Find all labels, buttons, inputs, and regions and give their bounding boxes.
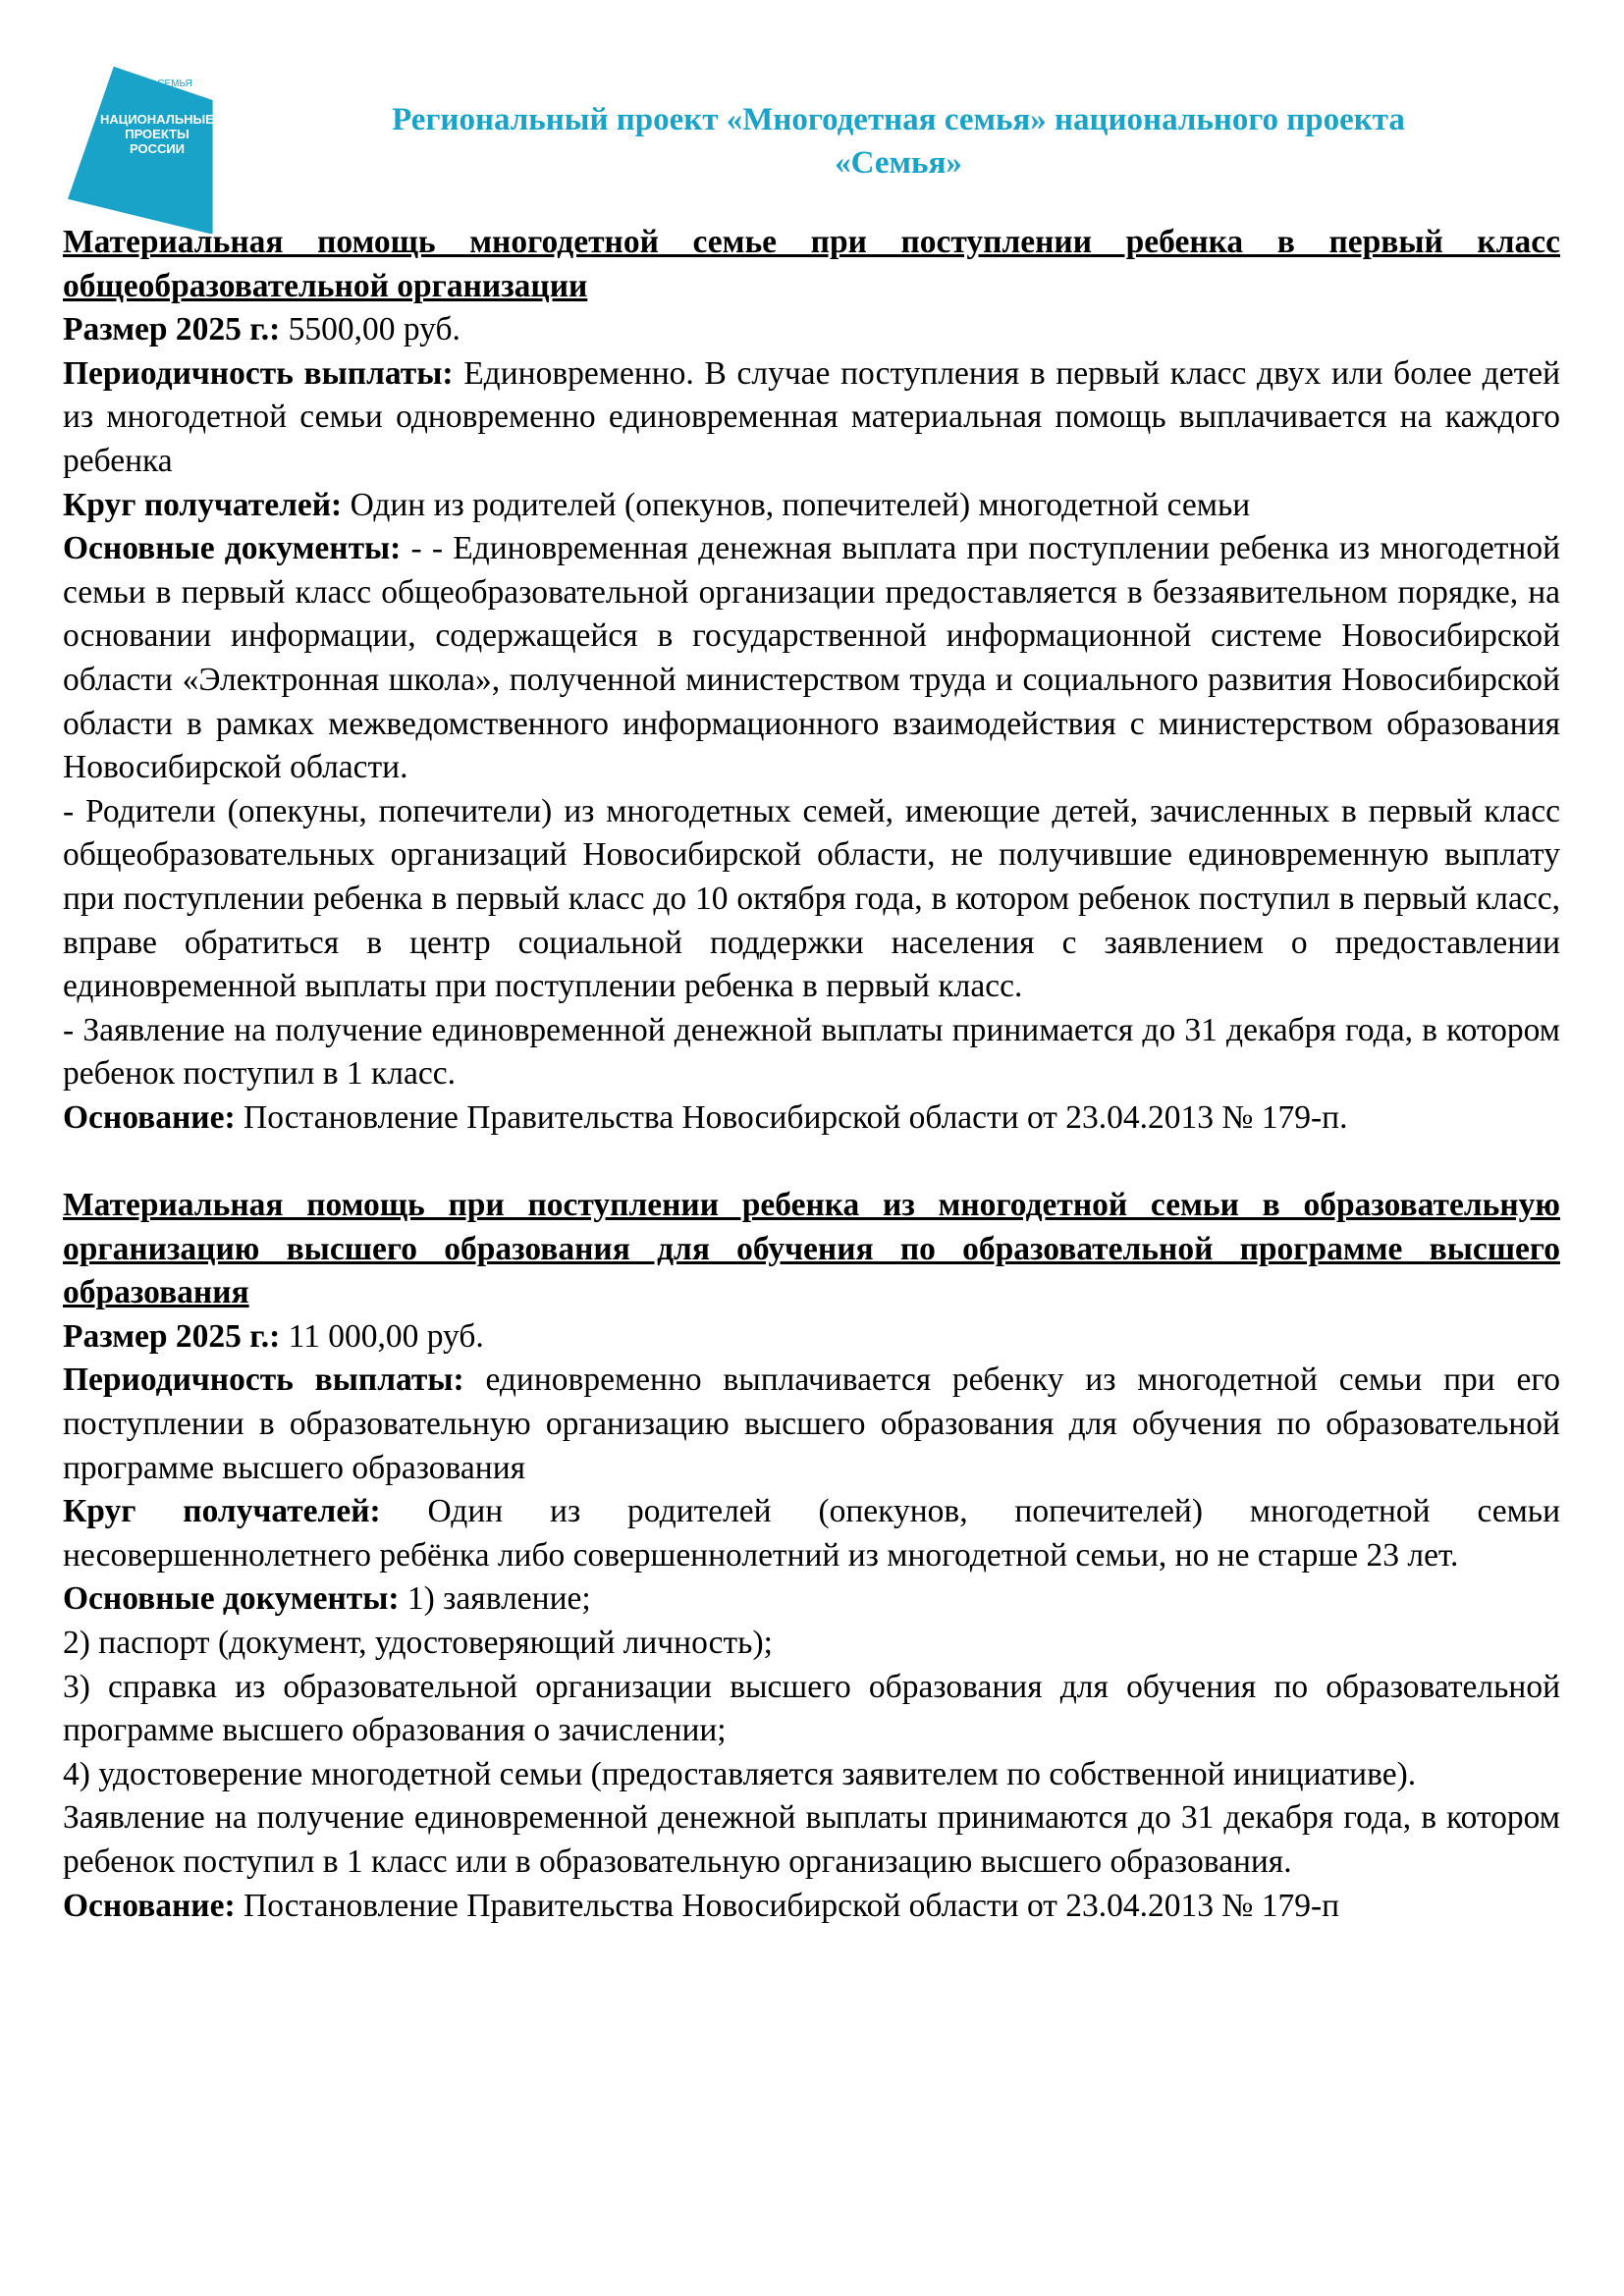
section2-docs bbox=[63, 1577, 1560, 1622]
section2-docs-label: Основные документы: bbox=[63, 1580, 400, 1618]
section2-note: Заявление на получение единовременной денежной выплаты принимаются до 31 декабря года, в котором ребенок поступил в 1 класс или в образовательную организацию высшего образования. bbox=[63, 1799, 1560, 1880]
section2-basis-label: Основание: bbox=[63, 1887, 236, 1924]
section1-recipients-value: Один из родителей (опекунов, попечителей) многодетной семьи bbox=[342, 486, 1251, 523]
section2-size-value: 11 000,00 руб. bbox=[280, 1317, 484, 1355]
page-title-line2: «Семья» bbox=[835, 145, 962, 181]
section1-docs-item2: - Родители (опекуны, попечители) из многодетных семей, имеющие детей, зачисленных в первый класс общеобразовательных организаций Новосибирской области, не получившие единовременную выплату при поступлении ребенка в первый класс до 10 октября года, в котором ребенок поступил в первый класс, вправе обратиться в центр социальной поддержки населения с заявлением о предоставлении единовременной выплаты при поступлении ребенка в первый класс. bbox=[63, 792, 1560, 1005]
section-spacer bbox=[63, 1140, 1560, 1184]
section2-recipients-label: Круг получателей: bbox=[63, 1493, 381, 1530]
page-title bbox=[265, 98, 1532, 185]
section2-docs-value: 1) заявление; bbox=[399, 1580, 591, 1618]
section1-size-value: 5500,00 руб. bbox=[280, 311, 460, 348]
logo-text-family: СЕМЬЯ bbox=[157, 79, 192, 89]
section1-heading: Материальная помощь многодетной семье при поступлении ребенка в первый класс общеобразовательной организации bbox=[63, 224, 1560, 304]
logo-text-national: НАЦИОНАЛЬНЫЕ bbox=[100, 112, 214, 127]
section2-recipients-value: Один из родителей (опекунов, попечителей) многодетной семьи несовершеннолетнего ребёнка либо совершеннолетний из многодетной семьи, но не старше 23 лет. bbox=[63, 1493, 1561, 1574]
section2-period bbox=[63, 1359, 1560, 1490]
section1-basis-value: Постановление Правительства Новосибирской области от 23.04.2013 № 179-п. bbox=[235, 1098, 1348, 1136]
section1-period-label: Периодичность выплаты: bbox=[63, 354, 454, 392]
section2-size-label: Размер 2025 г.: bbox=[63, 1317, 281, 1355]
national-projects-logo bbox=[59, 47, 265, 234]
section1-docs-item3: - Заявление на получение единовременной денежной выплаты принимается до 31 декабря года, в котором ребенок поступил в 1 класс. bbox=[63, 1011, 1560, 1093]
section1-size bbox=[63, 308, 1560, 352]
section1-size-label: Размер 2025 г.: bbox=[63, 311, 281, 348]
section1-docs-label: Основные документы: bbox=[63, 530, 402, 567]
logo-text-russia: РОССИИ bbox=[129, 141, 186, 156]
section1-period-value: Единовременно. В случае поступления в первый класс двух или более детей из многодетной семьи одновременно единовременная материальная помощь выплачивается на каждого ребенка bbox=[63, 354, 1561, 479]
section2-heading: Материальная помощь при поступлении ребенка из многодетной семьи в образовательную организацию высшего образования для обучения по образовательной программе высшего образования bbox=[63, 1187, 1560, 1311]
section2-basis bbox=[63, 1885, 1560, 1929]
section1-period bbox=[63, 352, 1560, 484]
document-body bbox=[63, 221, 1560, 1928]
logo-text-projects: ПРОЕКТЫ bbox=[125, 127, 189, 141]
section1-basis-label: Основание: bbox=[63, 1098, 236, 1136]
section1-recipients bbox=[63, 484, 1560, 528]
section2-docs-item4: 4) удостоверение многодетной семьи (предоставляется заявителем по собственной инициативе). bbox=[63, 1755, 1417, 1792]
section1-basis bbox=[63, 1096, 1560, 1141]
page-title-line1: Региональный проект «Многодетная семья» национального проекта bbox=[392, 102, 1405, 137]
section1-recipients-label: Круг получателей: bbox=[63, 486, 343, 523]
section2-recipients bbox=[63, 1490, 1560, 1577]
section2-docs-item2: 2) паспорт (документ, удостоверяющий личность); bbox=[63, 1625, 773, 1661]
section1-docs-value: - - Единовременная денежная выплата при поступлении ребенка из многодетной семьи в первый класс общеобразовательной организации предоставляется в беззаявительном порядке, на основании информации, содержащейся в государственной информационной системе Новосибирской области «Электронная школа», полученной министерством труда и социального развития Новосибирской области в рамках межведомственного информационного взаимодействия с министерством образования Новосибирской области. bbox=[63, 530, 1560, 786]
section2-period-value: единовременно выплачивается ребенку из многодетной семьи при его поступлении в образовательную организацию высшего образования для обучения по образовательной программе высшего образования bbox=[63, 1362, 1560, 1486]
section2-docs-item3: 3) справка из образовательной организации высшего образования для обучения по образовательной программе высшего образования о зачислении; bbox=[63, 1668, 1560, 1749]
section2-period-label: Периодичность выплаты: bbox=[63, 1362, 464, 1399]
section1-docs bbox=[63, 527, 1560, 790]
section2-basis-value: Постановление Правительства Новосибирской области от 23.04.2013 № 179-п bbox=[235, 1887, 1340, 1924]
section2-size bbox=[63, 1315, 1560, 1360]
